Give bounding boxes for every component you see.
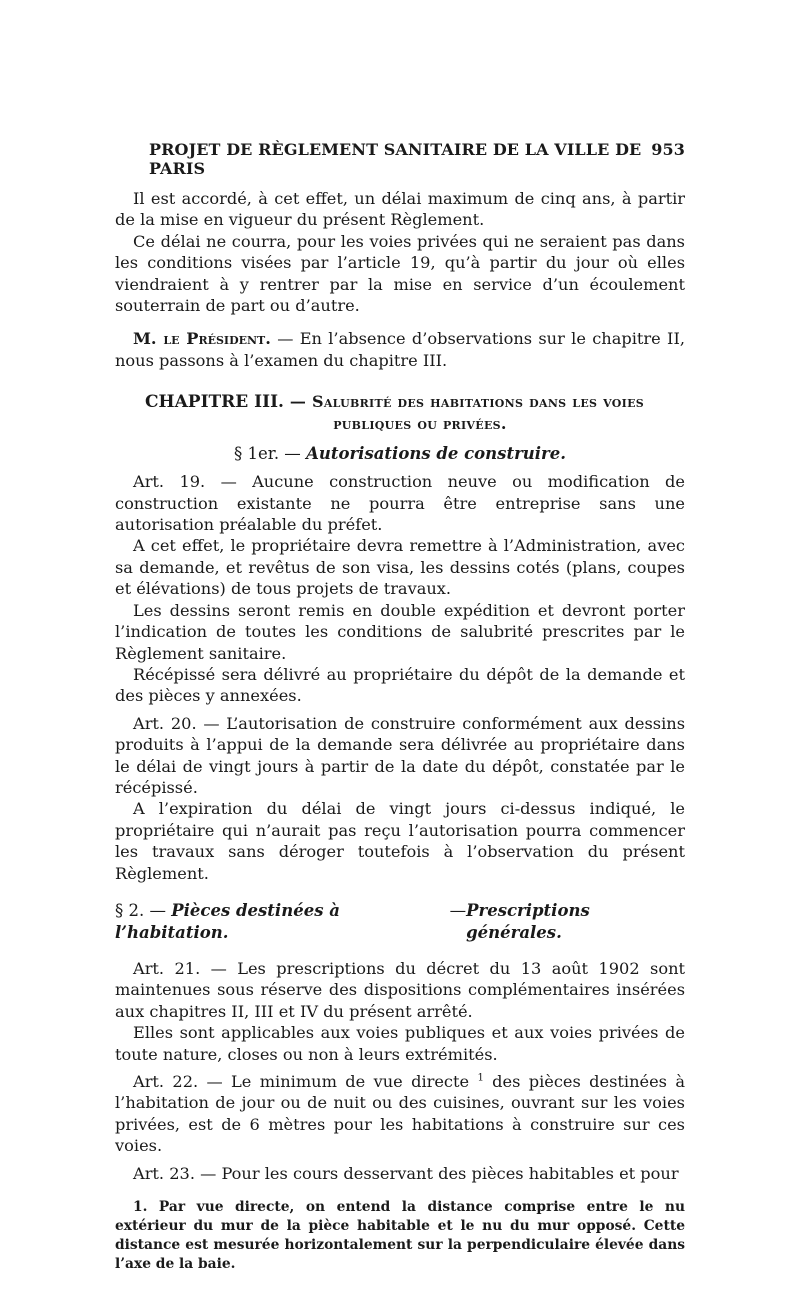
document-page — [115, 140, 685, 1274]
article-22-start: Art. 22. — Le minimum de vue directe — [133, 1072, 470, 1091]
section-2-title: Pièces destinées à l’habitation. — [115, 900, 340, 942]
paragraph-private-roads: Ce délai ne courra, pour les voies privées qui ne seraient pas dans les conditions visées par l’article 19, qu’à partir du jour où elles viendraient à y rentrer par la mise en service d’un écoulement souterrain de part ou d’autre. — [115, 231, 685, 316]
article-20-para-2: A l’expiration du délai de vingt jours ci-dessus indiqué, le propriétaire qui n’aurait pas reçu l’autorisation pourra commencer les travaux sans déroger toutefois à l’observation du présent Règlement. — [115, 799, 685, 883]
section-2-dash: — — [449, 900, 467, 920]
section-2-subtitle: Prescriptions générales. — [466, 900, 590, 942]
section-2-prefix-title — [115, 900, 450, 944]
running-title: PROJET DE RÈGLEMENT SANITAIRE DE LA VILLE DE PARIS — [149, 140, 642, 178]
article-23: Art. 23. — Pour les cours desservant des pièces habitables et pour — [133, 1163, 679, 1183]
footnote-marker: 1 — [477, 1072, 484, 1084]
article-21-para-2: Elles sont applicables aux voies publiques et aux voies privées de toute nature, closes ou non à leurs extrémités. — [115, 1023, 685, 1064]
chapter-heading — [115, 391, 685, 435]
page-number: 953 — [651, 140, 685, 159]
paragraph-president — [115, 328, 685, 371]
footnote: 1. Par vue directe, on entend la distance comprise entre le nu extérieur du mur de la pièce habitable et le nu du mur opposé. Cette distance est mesurée horizontalement sur la perpendiculaire élevée dans l’axe de la baie. — [115, 1199, 685, 1273]
article-21-para-1: Art. 21. — Les prescriptions du décret du 13 août 1902 sont maintenues sous réserve des dispositions complémentaires insérées aux chapitres II, III et IV du présent arrêté. — [115, 958, 685, 1021]
article-22 — [115, 1071, 685, 1157]
section-1-title: Autorisations de construire. — [306, 444, 566, 464]
running-header — [115, 140, 685, 178]
section-2-prefix: § 2. — — [115, 900, 172, 920]
chapter-title-line2: publiques ou privées. — [333, 414, 507, 434]
speaker-text: — En l’absence d’observations sur le chapitre II, nous passons à l’examen du chapitre III. — [115, 329, 685, 370]
section-1-heading — [115, 443, 685, 465]
chapter-number: CHAPITRE III. — [145, 392, 284, 413]
speaker-name: M. le Président. — [133, 329, 271, 349]
section-2-heading — [115, 900, 685, 944]
paragraph-delay: Il est accordé, à cet effet, un délai maximum de cinq ans, à partir de la mise en vigueur du présent Règlement. — [115, 189, 685, 230]
article-22-end: des pièces destinées à l’habitation de jour ou de nuit ou des cuisines, ouvrant sur les voies privées, est de 6 mètres pour les habitations à construire sur ces voies. — [115, 1072, 685, 1156]
article-19-para-3: Les dessins seront remis en double expédition et devront porter l’indication de toutes les conditions de salubrité prescrites par le Règlement sanitaire. — [115, 600, 685, 663]
article-20-para-1: Art. 20. — L’autorisation de construire conformément aux dessins produits à l’appui de la demande sera délivrée au propriétaire dans le délai de vingt jours à partir de la date du dépôt, constatée par le récépissé. — [115, 713, 685, 797]
section-1-prefix: § 1er. — — [233, 444, 307, 464]
chapter-title-line1: — Salubrité des habitations dans les voies — [283, 392, 645, 412]
article-19-para-4: Récépissé sera délivré au propriétaire du dépôt de la demande et des pièces y annexées. — [115, 664, 685, 706]
article-19-para-1: Art. 19. — Aucune construction neuve ou modification de construction existante ne pourra être entreprise sans une autorisation préalable du préfet. — [115, 472, 685, 535]
article-19-para-2: A cet effet, le propriétaire devra remettre à l’Administration, avec sa demande, et revêtus de son visa, les dessins cotés (plans, coupes et élévations) de tous projets de travaux. — [115, 536, 685, 599]
